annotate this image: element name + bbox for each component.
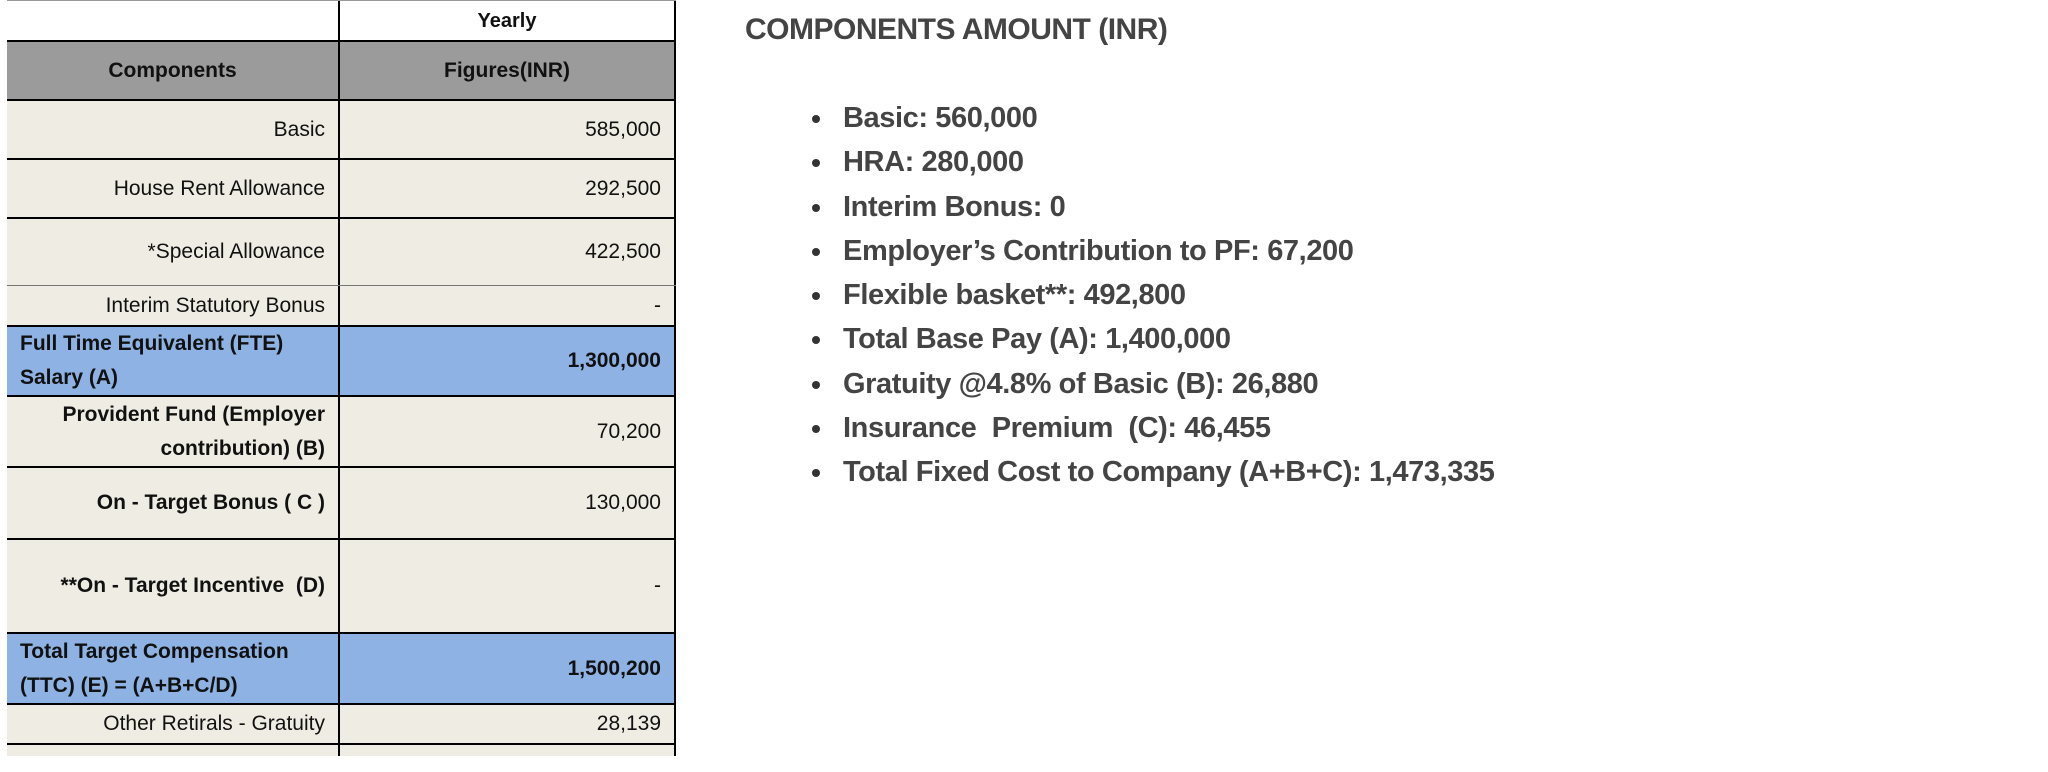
table-row bbox=[7, 538, 676, 632]
table-row-partial bbox=[7, 743, 676, 756]
row-label[interactable]: On - Target Bonus ( C ) bbox=[7, 468, 340, 538]
table-row-subtotal bbox=[7, 325, 676, 395]
row-label[interactable] bbox=[7, 397, 340, 466]
summary-item-text: Employer’s Contribution to PF: 67,200 bbox=[843, 234, 1354, 267]
row-value[interactable]: 130,000 bbox=[340, 468, 676, 538]
row-value[interactable]: 422,500 bbox=[340, 219, 676, 285]
period-label[interactable]: Yearly bbox=[340, 1, 676, 40]
summary-item-text: Total Base Pay (A): 1,400,000 bbox=[843, 323, 1231, 356]
bullet-icon bbox=[812, 248, 820, 256]
table-row bbox=[7, 466, 676, 538]
table-row bbox=[7, 217, 676, 285]
row-label[interactable]: **On - Target Incentive (D) bbox=[7, 540, 340, 632]
summary-item-text: Total Fixed Cost to Company (A+B+C): 1,473,335 bbox=[843, 456, 1495, 489]
bullet-icon bbox=[812, 425, 820, 433]
row-label-line: Salary (A) bbox=[20, 366, 119, 389]
row-label[interactable]: Basic bbox=[7, 101, 340, 158]
bullet-icon bbox=[812, 204, 820, 212]
row-value[interactable]: - bbox=[340, 286, 676, 325]
row-label[interactable] bbox=[7, 634, 340, 703]
row-label-line: Provident Fund (Employer bbox=[62, 402, 325, 426]
table-row bbox=[7, 703, 676, 743]
column-header-figures[interactable]: Figures(INR) bbox=[340, 42, 676, 99]
row-label-line: Full Time Equivalent (FTE) bbox=[20, 332, 284, 355]
table-row bbox=[7, 285, 676, 325]
table-row bbox=[7, 158, 676, 217]
summary-list bbox=[745, 96, 1995, 495]
summary-item bbox=[745, 450, 1995, 494]
row-label-line: Total Target Compensation bbox=[20, 639, 289, 663]
row-value[interactable]: 28,139 bbox=[340, 705, 676, 743]
row-value[interactable]: 70,200 bbox=[340, 397, 676, 466]
row-label-line: (TTC) (E) = (A+B+C/D) bbox=[20, 673, 238, 697]
summary-item bbox=[745, 96, 1995, 140]
summary-item-text: Gratuity @4.8% of Basic (B): 26,880 bbox=[843, 367, 1319, 400]
empty-cell[interactable] bbox=[7, 1, 340, 40]
bullet-icon bbox=[812, 381, 820, 389]
summary-item-text: Basic: 560,000 bbox=[843, 102, 1038, 134]
empty-cell[interactable] bbox=[7, 745, 340, 756]
bullet-icon bbox=[812, 336, 820, 344]
row-value[interactable]: 1,500,200 bbox=[340, 634, 676, 703]
table-row bbox=[7, 395, 676, 466]
row-value[interactable]: - bbox=[340, 540, 676, 632]
row-value[interactable]: 585,000 bbox=[340, 101, 676, 158]
table-row-total bbox=[7, 632, 676, 703]
row-label[interactable]: *Special Allowance bbox=[7, 219, 340, 285]
summary-item bbox=[745, 273, 1995, 317]
row-label[interactable] bbox=[7, 327, 340, 395]
row-value[interactable]: 1,300,000 bbox=[340, 327, 676, 395]
row-label-line: contribution) (B) bbox=[160, 436, 325, 460]
summary-item-text: HRA: 280,000 bbox=[843, 146, 1024, 179]
row-label[interactable]: Other Retirals - Gratuity bbox=[7, 705, 340, 743]
bullet-icon bbox=[812, 115, 820, 123]
summary-item-text: Interim Bonus: 0 bbox=[843, 190, 1066, 223]
summary-item bbox=[745, 185, 1995, 229]
bullet-icon bbox=[812, 159, 820, 167]
empty-cell[interactable] bbox=[340, 745, 676, 756]
row-value[interactable]: 292,500 bbox=[340, 160, 676, 217]
summary-item bbox=[745, 317, 1995, 361]
summary-title: COMPONENTS AMOUNT (INR) bbox=[745, 13, 1168, 46]
summary-item bbox=[745, 140, 1995, 184]
summary-item-text: Flexible basket**: 492,800 bbox=[843, 279, 1186, 312]
bullet-icon bbox=[812, 469, 820, 477]
row-label[interactable]: Interim Statutory Bonus bbox=[7, 286, 340, 325]
summary-item bbox=[745, 362, 1995, 406]
row-label[interactable]: House Rent Allowance bbox=[7, 160, 340, 217]
components-summary bbox=[745, 10, 1995, 495]
column-header-components[interactable]: Components bbox=[7, 42, 340, 99]
table-header-row bbox=[7, 40, 676, 99]
summary-item bbox=[745, 406, 1995, 450]
summary-item-text: Insurance Premium (C): 46,455 bbox=[843, 412, 1271, 445]
bullet-icon bbox=[812, 292, 820, 300]
summary-item bbox=[745, 229, 1995, 273]
compensation-table bbox=[7, 0, 676, 756]
table-period-row bbox=[7, 0, 676, 40]
table-row bbox=[7, 99, 676, 158]
